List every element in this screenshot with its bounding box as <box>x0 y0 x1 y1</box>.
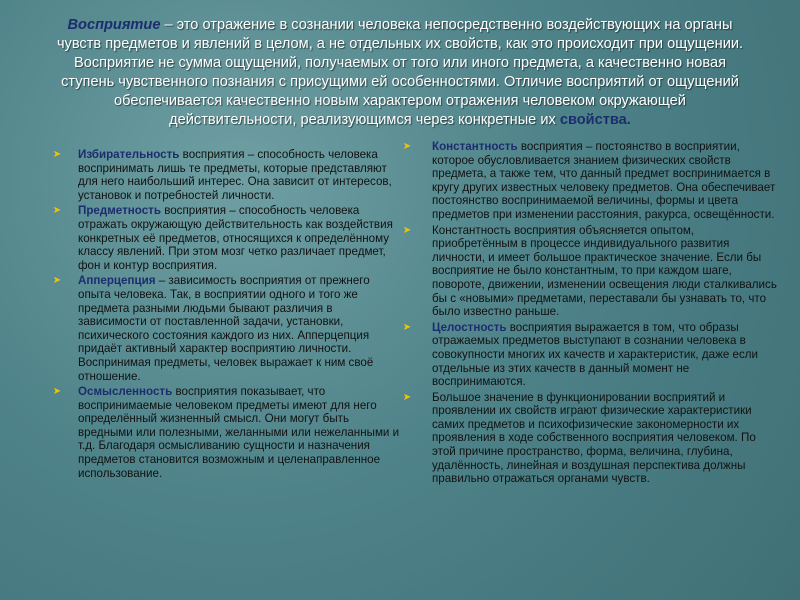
intro-text: – это отражение в сознании человека непосредственно воздействующих на органы чувств предметов и явлений в целом, а не отдельных их свойств, как это происходит при ощущении. Восприятие не сумма ощущений, получаемых от того или иного предмета, а качественно новая ступень чувственного познания с присущими ей особенностями. Отличие восприятий от ощущений обеспечивается качественно новым характером отражения человеком окружающей действительности, реализующимся через конкретные их <box>56 17 744 128</box>
item-text: восприятия – постоянство в восприятии, которое обусловливается знанием физических свойств предмета, а также тем, что данный предмет воспринимается в кругу других известных человеку предметов. Она обеспечивает постоянство воспринимаемой величины, формы и цвета предметов при изменении расстояния, ракурса, освещённости. <box>432 140 776 221</box>
arrow-bullet-icon: ➤ <box>52 386 62 398</box>
right-column <box>400 140 778 488</box>
item-term: Осмысленность <box>78 385 173 399</box>
item-text: восприятия – способность человека отражать окружающую действительность как воздействия конкретных её предметов, относящихся к определённому классу явлений. При этом мозг четко различает предмет, фон и контур восприятия. <box>78 204 393 272</box>
item-text: Константность восприятия объясняется опытом, приобретённым в процессе индивидуального развития личности, и имеет большое практическое значение. Если бы восприятие не было константным, то при каждом шаге, повороте, движении, изменении освещения люди сталкивались бы с «новыми» предметами, переставали бы узнавать то, что было известно раньше. <box>432 223 777 319</box>
item-text: восприятия показывает, что воспринимаемые человеком предметы имеют для него определённый жизненный смысл. Они могут быть вредными или полезными, желанными или нежеланными и т.д. Благодаря осмысливанию сущности и назначения предметов становится возможным и целенаправленное использование. <box>78 385 400 480</box>
item-term: Избирательность <box>78 148 180 161</box>
intro-paragraph <box>50 16 750 130</box>
left-column <box>48 148 404 482</box>
list-item <box>400 224 778 319</box>
intro-bold-end: свойства. <box>559 112 631 128</box>
item-term: Апперцепция <box>78 274 156 288</box>
arrow-bullet-icon: ➤ <box>402 141 412 152</box>
arrow-bullet-icon: ➤ <box>402 391 412 403</box>
item-term: Константность <box>432 140 518 153</box>
arrow-bullet-icon: ➤ <box>402 224 412 236</box>
arrow-bullet-icon: ➤ <box>52 149 62 160</box>
list-item <box>400 140 778 222</box>
item-text: восприятия – способность человека воспринимать лишь те предметы, которые представляют для него наибольший интерес. Она зависит от интересов, установок и потребностей личности. <box>78 148 392 202</box>
list-item <box>48 385 404 480</box>
item-text: – зависимость восприятия от прежнего опыта человека. Так, в восприятии одного и того же предмета разными людьми бывают различия в зависимости от поставленной задачи, установки, психического состояния каждого из них. Апперцепция придаёт активный характер восприятию личности. Воспринимая предметы, человек выражает к ним своё отношение. <box>78 274 374 383</box>
item-text: Большое значение в функционировании восприятий и проявлении их свойств играют физические характеристики самих предметов и психофизические закономерности их проявления в ходе собственного восприятия человеком. По этой причине пространство, форма, величина, глубина, удалённость, линейная и воздушная перспектива должны правильно отражаться органами чувств. <box>432 390 756 486</box>
list-item <box>400 321 778 389</box>
list-item <box>48 274 404 383</box>
item-text: восприятия выражается в том, что образы отражаемых предметов выступают в сознании человека в совокупности многих их качеств и характеристик, даже если отдельные из этих качеств в данный момент не воспринимаются. <box>432 320 759 389</box>
list-item <box>48 204 404 272</box>
item-term: Предметность <box>78 204 161 218</box>
arrow-bullet-icon: ➤ <box>52 275 62 287</box>
item-term: Целостность <box>432 320 507 334</box>
arrow-bullet-icon: ➤ <box>402 321 412 333</box>
list-item <box>48 148 404 202</box>
arrow-bullet-icon: ➤ <box>52 205 62 217</box>
list-item <box>400 391 778 486</box>
intro-term: Восприятие <box>67 17 161 33</box>
